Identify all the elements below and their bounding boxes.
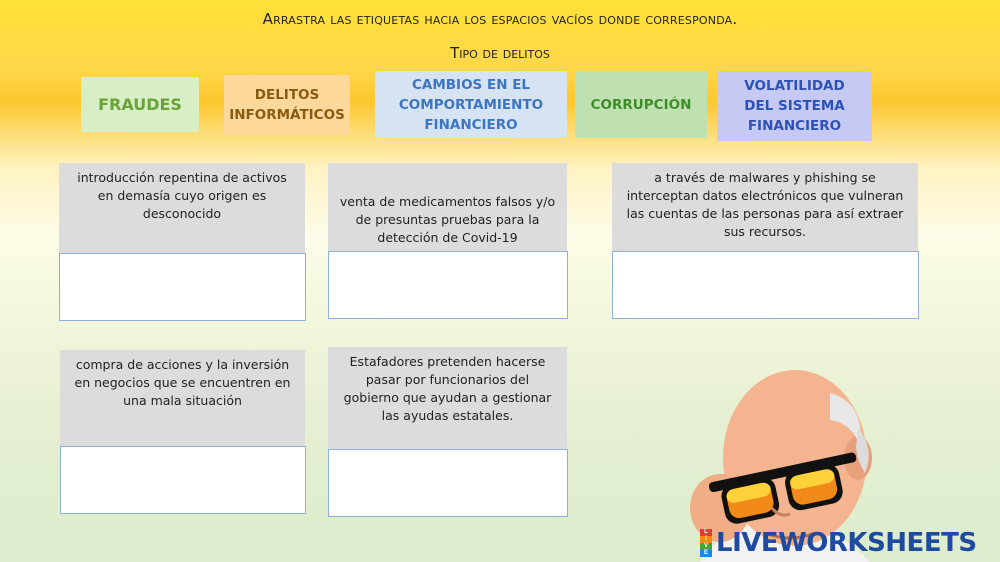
clue-card: compra de acciones y la inversión en negocios que se encuentren en una mala situación: [60, 350, 305, 446]
clue-card: Estafadores pretenden hacerse pasar por funcionarios del gobierno que ayudan a gestionar las ayudas estatales.: [328, 347, 567, 449]
drop-zone[interactable]: [612, 251, 919, 319]
clue-card: introducción repentina de activos en demasía cuyo origen es desconocido: [59, 163, 305, 253]
logo-text: LIVEWORKSHEETS: [716, 528, 977, 558]
label-corrupcion[interactable]: CORRUPCIÓN: [575, 71, 707, 138]
drop-zone[interactable]: [328, 251, 568, 319]
live-badge-icon: L I V E: [700, 529, 712, 557]
label-delitos-informaticos[interactable]: DELITOS INFORMÁTICOS: [224, 75, 350, 135]
clue-card: venta de medicamentos falsos y/o de presuntas pruebas para la detección de Covid-19: [328, 163, 567, 251]
instructions-text: Arrastra las etiquetas hacia los espacios vacíos donde corresponda.: [262, 10, 738, 28]
liveworksheets-logo: [700, 528, 977, 558]
drop-zone[interactable]: [59, 253, 306, 321]
clue-card: a través de malwares y phishing se interceptan datos electrónicos que vulneran las cuentas de las personas para así extraer sus recursos.: [612, 163, 918, 251]
drop-zone[interactable]: [60, 446, 306, 514]
label-fraudes[interactable]: FRAUDES: [81, 77, 199, 132]
label-cambios-comportamiento-financiero[interactable]: CAMBIOS EN EL COMPORTAMIENTO FINANCIERO: [375, 71, 567, 138]
drop-zone[interactable]: [328, 449, 568, 517]
section-subtitle: Tipo de delitos: [450, 44, 550, 62]
label-volatilidad-sistema-financiero[interactable]: VOLATILIDAD DEL SISTEMA FINANCIERO: [717, 71, 872, 141]
